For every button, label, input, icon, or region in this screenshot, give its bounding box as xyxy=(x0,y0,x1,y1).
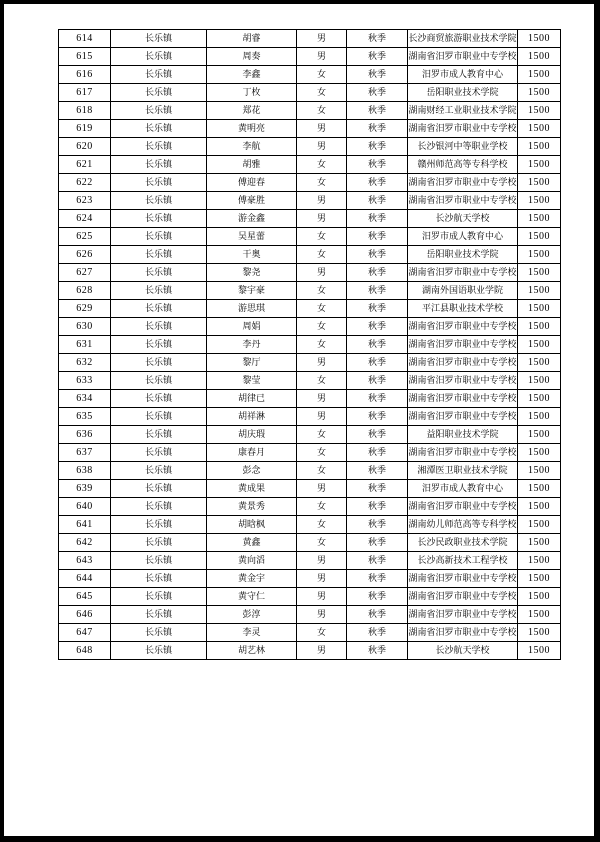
serial-cell: 639 xyxy=(59,480,111,498)
student-subsidy-table xyxy=(58,29,561,660)
amount-cell: 1500 xyxy=(518,336,561,354)
season-cell: 秋季 xyxy=(347,642,408,660)
school-cell: 湖南省汨罗市职业中专学校 xyxy=(408,192,518,210)
name-cell: 胡庆瑕 xyxy=(207,426,297,444)
season-cell: 秋季 xyxy=(347,606,408,624)
amount-cell: 1500 xyxy=(518,300,561,318)
amount-cell: 1500 xyxy=(518,318,561,336)
name-cell: 胡晗枫 xyxy=(207,516,297,534)
gender-cell: 女 xyxy=(297,318,347,336)
name-cell: 胡祥淋 xyxy=(207,408,297,426)
serial-cell: 628 xyxy=(59,282,111,300)
amount-cell: 1500 xyxy=(518,480,561,498)
amount-cell: 1500 xyxy=(518,372,561,390)
gender-cell: 男 xyxy=(297,390,347,408)
amount-cell: 1500 xyxy=(518,282,561,300)
season-cell: 秋季 xyxy=(347,570,408,588)
amount-cell: 1500 xyxy=(518,84,561,102)
serial-cell: 625 xyxy=(59,228,111,246)
school-cell: 湖南省汨罗市职业中专学校 xyxy=(408,444,518,462)
serial-cell: 646 xyxy=(59,606,111,624)
table-row xyxy=(59,138,561,156)
serial-cell: 623 xyxy=(59,192,111,210)
season-cell: 秋季 xyxy=(347,498,408,516)
school-cell: 湖南省汨罗市职业中专学校 xyxy=(408,408,518,426)
gender-cell: 女 xyxy=(297,534,347,552)
serial-cell: 616 xyxy=(59,66,111,84)
serial-cell: 637 xyxy=(59,444,111,462)
serial-cell: 614 xyxy=(59,30,111,48)
table-row xyxy=(59,30,561,48)
town-cell: 长乐镇 xyxy=(111,444,207,462)
serial-cell: 647 xyxy=(59,624,111,642)
name-cell: 黄景秀 xyxy=(207,498,297,516)
serial-cell: 626 xyxy=(59,246,111,264)
name-cell: 李灵 xyxy=(207,624,297,642)
gender-cell: 男 xyxy=(297,588,347,606)
season-cell: 秋季 xyxy=(347,48,408,66)
table-row xyxy=(59,246,561,264)
name-cell: 李鑫 xyxy=(207,66,297,84)
season-cell: 秋季 xyxy=(347,192,408,210)
season-cell: 秋季 xyxy=(347,300,408,318)
name-cell: 彭淳 xyxy=(207,606,297,624)
name-cell: 傅迎春 xyxy=(207,174,297,192)
town-cell: 长乐镇 xyxy=(111,30,207,48)
school-cell: 长沙银河中等职业学校 xyxy=(408,138,518,156)
table-row xyxy=(59,372,561,390)
gender-cell: 女 xyxy=(297,462,347,480)
serial-cell: 641 xyxy=(59,516,111,534)
amount-cell: 1500 xyxy=(518,642,561,660)
town-cell: 长乐镇 xyxy=(111,516,207,534)
table-row xyxy=(59,480,561,498)
table-row xyxy=(59,48,561,66)
season-cell: 秋季 xyxy=(347,138,408,156)
school-cell: 长沙民政职业技术学院 xyxy=(408,534,518,552)
school-cell: 湖南省汨罗市职业中专学校 xyxy=(408,354,518,372)
amount-cell: 1500 xyxy=(518,444,561,462)
name-cell: 黄金宇 xyxy=(207,570,297,588)
amount-cell: 1500 xyxy=(518,408,561,426)
table-row xyxy=(59,516,561,534)
season-cell: 秋季 xyxy=(347,120,408,138)
name-cell: 黄向滔 xyxy=(207,552,297,570)
town-cell: 长乐镇 xyxy=(111,174,207,192)
amount-cell: 1500 xyxy=(518,552,561,570)
school-cell: 湘潭医卫职业技术学院 xyxy=(408,462,518,480)
gender-cell: 男 xyxy=(297,354,347,372)
table-row xyxy=(59,624,561,642)
amount-cell: 1500 xyxy=(518,246,561,264)
gender-cell: 女 xyxy=(297,246,347,264)
table-row xyxy=(59,210,561,228)
school-cell: 岳阳职业技术学院 xyxy=(408,84,518,102)
serial-cell: 642 xyxy=(59,534,111,552)
town-cell: 长乐镇 xyxy=(111,426,207,444)
town-cell: 长乐镇 xyxy=(111,498,207,516)
town-cell: 长乐镇 xyxy=(111,372,207,390)
name-cell: 黎莹 xyxy=(207,372,297,390)
gender-cell: 女 xyxy=(297,498,347,516)
records-table-body xyxy=(59,30,561,660)
gender-cell: 女 xyxy=(297,336,347,354)
season-cell: 秋季 xyxy=(347,210,408,228)
season-cell: 秋季 xyxy=(347,264,408,282)
school-cell: 湖南省汨罗市职业中专学校 xyxy=(408,264,518,282)
serial-cell: 620 xyxy=(59,138,111,156)
town-cell: 长乐镇 xyxy=(111,552,207,570)
name-cell: 周奏 xyxy=(207,48,297,66)
town-cell: 长乐镇 xyxy=(111,48,207,66)
amount-cell: 1500 xyxy=(518,606,561,624)
serial-cell: 630 xyxy=(59,318,111,336)
school-cell: 湖南外国语职业学院 xyxy=(408,282,518,300)
school-cell: 湖南省汨罗市职业中专学校 xyxy=(408,318,518,336)
season-cell: 秋季 xyxy=(347,282,408,300)
serial-cell: 615 xyxy=(59,48,111,66)
season-cell: 秋季 xyxy=(347,426,408,444)
amount-cell: 1500 xyxy=(518,390,561,408)
table-row xyxy=(59,570,561,588)
serial-cell: 635 xyxy=(59,408,111,426)
town-cell: 长乐镇 xyxy=(111,120,207,138)
table-row xyxy=(59,336,561,354)
serial-cell: 632 xyxy=(59,354,111,372)
gender-cell: 女 xyxy=(297,300,347,318)
table-row xyxy=(59,120,561,138)
amount-cell: 1500 xyxy=(518,264,561,282)
serial-cell: 648 xyxy=(59,642,111,660)
name-cell: 李丹 xyxy=(207,336,297,354)
season-cell: 秋季 xyxy=(347,336,408,354)
gender-cell: 男 xyxy=(297,138,347,156)
amount-cell: 1500 xyxy=(518,210,561,228)
amount-cell: 1500 xyxy=(518,534,561,552)
school-cell: 平江县职业技术学校 xyxy=(408,300,518,318)
serial-cell: 618 xyxy=(59,102,111,120)
table-row xyxy=(59,444,561,462)
amount-cell: 1500 xyxy=(518,228,561,246)
table-row xyxy=(59,66,561,84)
town-cell: 长乐镇 xyxy=(111,318,207,336)
gender-cell: 女 xyxy=(297,84,347,102)
name-cell: 游思琪 xyxy=(207,300,297,318)
season-cell: 秋季 xyxy=(347,390,408,408)
table-row xyxy=(59,282,561,300)
name-cell: 康春月 xyxy=(207,444,297,462)
season-cell: 秋季 xyxy=(347,552,408,570)
gender-cell: 女 xyxy=(297,426,347,444)
serial-cell: 621 xyxy=(59,156,111,174)
season-cell: 秋季 xyxy=(347,480,408,498)
season-cell: 秋季 xyxy=(347,588,408,606)
gender-cell: 男 xyxy=(297,30,347,48)
amount-cell: 1500 xyxy=(518,120,561,138)
town-cell: 长乐镇 xyxy=(111,624,207,642)
name-cell: 黎宇豪 xyxy=(207,282,297,300)
name-cell: 周娟 xyxy=(207,318,297,336)
gender-cell: 男 xyxy=(297,408,347,426)
table-row xyxy=(59,300,561,318)
serial-cell: 636 xyxy=(59,426,111,444)
gender-cell: 男 xyxy=(297,552,347,570)
name-cell: 吴星蕾 xyxy=(207,228,297,246)
serial-cell: 633 xyxy=(59,372,111,390)
gender-cell: 男 xyxy=(297,570,347,588)
season-cell: 秋季 xyxy=(347,318,408,336)
gender-cell: 女 xyxy=(297,444,347,462)
school-cell: 湖南省汨罗市职业中专学校 xyxy=(408,588,518,606)
season-cell: 秋季 xyxy=(347,372,408,390)
table-row xyxy=(59,102,561,120)
town-cell: 长乐镇 xyxy=(111,228,207,246)
season-cell: 秋季 xyxy=(347,516,408,534)
table-row xyxy=(59,318,561,336)
table-row xyxy=(59,228,561,246)
serial-cell: 624 xyxy=(59,210,111,228)
school-cell: 汨罗市成人教育中心 xyxy=(408,66,518,84)
amount-cell: 1500 xyxy=(518,156,561,174)
name-cell: 胡艺林 xyxy=(207,642,297,660)
amount-cell: 1500 xyxy=(518,588,561,606)
name-cell: 丁枚 xyxy=(207,84,297,102)
gender-cell: 男 xyxy=(297,210,347,228)
name-cell: 胡雅 xyxy=(207,156,297,174)
school-cell: 湖南财经工业职业技术学院 xyxy=(408,102,518,120)
gender-cell: 男 xyxy=(297,192,347,210)
gender-cell: 女 xyxy=(297,228,347,246)
gender-cell: 男 xyxy=(297,606,347,624)
season-cell: 秋季 xyxy=(347,534,408,552)
school-cell: 汨罗市成人教育中心 xyxy=(408,228,518,246)
name-cell: 黎尧 xyxy=(207,264,297,282)
town-cell: 长乐镇 xyxy=(111,84,207,102)
season-cell: 秋季 xyxy=(347,84,408,102)
gender-cell: 女 xyxy=(297,156,347,174)
amount-cell: 1500 xyxy=(518,498,561,516)
table-row xyxy=(59,264,561,282)
town-cell: 长乐镇 xyxy=(111,264,207,282)
town-cell: 长乐镇 xyxy=(111,534,207,552)
table-row xyxy=(59,534,561,552)
name-cell: 胡律已 xyxy=(207,390,297,408)
amount-cell: 1500 xyxy=(518,48,561,66)
school-cell: 长沙航天学校 xyxy=(408,210,518,228)
town-cell: 长乐镇 xyxy=(111,66,207,84)
gender-cell: 男 xyxy=(297,264,347,282)
school-cell: 湖南省汨罗市职业中专学校 xyxy=(408,606,518,624)
town-cell: 长乐镇 xyxy=(111,282,207,300)
season-cell: 秋季 xyxy=(347,66,408,84)
town-cell: 长乐镇 xyxy=(111,570,207,588)
table-row xyxy=(59,498,561,516)
town-cell: 长乐镇 xyxy=(111,102,207,120)
town-cell: 长乐镇 xyxy=(111,462,207,480)
town-cell: 长乐镇 xyxy=(111,210,207,228)
serial-cell: 631 xyxy=(59,336,111,354)
name-cell: 彭念 xyxy=(207,462,297,480)
amount-cell: 1500 xyxy=(518,462,561,480)
name-cell: 黄成果 xyxy=(207,480,297,498)
name-cell: 黄鑫 xyxy=(207,534,297,552)
season-cell: 秋季 xyxy=(347,444,408,462)
town-cell: 长乐镇 xyxy=(111,390,207,408)
school-cell: 湖南省汨罗市职业中专学校 xyxy=(408,390,518,408)
name-cell: 游金鑫 xyxy=(207,210,297,228)
name-cell: 黎厅 xyxy=(207,354,297,372)
school-cell: 湖南省汨罗市职业中专学校 xyxy=(408,498,518,516)
name-cell: 傅豪胜 xyxy=(207,192,297,210)
serial-cell: 643 xyxy=(59,552,111,570)
town-cell: 长乐镇 xyxy=(111,300,207,318)
table-row xyxy=(59,606,561,624)
table-row xyxy=(59,156,561,174)
serial-cell: 640 xyxy=(59,498,111,516)
table-row xyxy=(59,192,561,210)
table-row xyxy=(59,390,561,408)
town-cell: 长乐镇 xyxy=(111,138,207,156)
gender-cell: 女 xyxy=(297,282,347,300)
season-cell: 秋季 xyxy=(347,228,408,246)
season-cell: 秋季 xyxy=(347,462,408,480)
serial-cell: 617 xyxy=(59,84,111,102)
table-row xyxy=(59,354,561,372)
school-cell: 长沙航天学校 xyxy=(408,642,518,660)
amount-cell: 1500 xyxy=(518,624,561,642)
name-cell: 胡睿 xyxy=(207,30,297,48)
amount-cell: 1500 xyxy=(518,516,561,534)
school-cell: 赣州师范高等专科学校 xyxy=(408,156,518,174)
season-cell: 秋季 xyxy=(347,624,408,642)
gender-cell: 男 xyxy=(297,480,347,498)
amount-cell: 1500 xyxy=(518,354,561,372)
gender-cell: 男 xyxy=(297,642,347,660)
town-cell: 长乐镇 xyxy=(111,642,207,660)
season-cell: 秋季 xyxy=(347,30,408,48)
amount-cell: 1500 xyxy=(518,102,561,120)
school-cell: 湖南省汨罗市职业中专学校 xyxy=(408,48,518,66)
school-cell: 湖南省汨罗市职业中专学校 xyxy=(408,372,518,390)
gender-cell: 男 xyxy=(297,48,347,66)
amount-cell: 1500 xyxy=(518,138,561,156)
town-cell: 长乐镇 xyxy=(111,408,207,426)
amount-cell: 1500 xyxy=(518,570,561,588)
table-row xyxy=(59,174,561,192)
school-cell: 湖南省汨罗市职业中专学校 xyxy=(408,336,518,354)
school-cell: 湖南省汨罗市职业中专学校 xyxy=(408,570,518,588)
town-cell: 长乐镇 xyxy=(111,336,207,354)
school-cell: 湖南幼儿师范高等专科学校 xyxy=(408,516,518,534)
gender-cell: 女 xyxy=(297,66,347,84)
school-cell: 岳阳职业技术学院 xyxy=(408,246,518,264)
season-cell: 秋季 xyxy=(347,408,408,426)
amount-cell: 1500 xyxy=(518,192,561,210)
town-cell: 长乐镇 xyxy=(111,246,207,264)
serial-cell: 634 xyxy=(59,390,111,408)
serial-cell: 638 xyxy=(59,462,111,480)
serial-cell: 644 xyxy=(59,570,111,588)
season-cell: 秋季 xyxy=(347,354,408,372)
gender-cell: 女 xyxy=(297,624,347,642)
name-cell: 郑花 xyxy=(207,102,297,120)
season-cell: 秋季 xyxy=(347,156,408,174)
gender-cell: 男 xyxy=(297,120,347,138)
town-cell: 长乐镇 xyxy=(111,480,207,498)
table-row xyxy=(59,426,561,444)
gender-cell: 女 xyxy=(297,102,347,120)
serial-cell: 622 xyxy=(59,174,111,192)
table-row xyxy=(59,462,561,480)
serial-cell: 619 xyxy=(59,120,111,138)
gender-cell: 女 xyxy=(297,372,347,390)
table-row xyxy=(59,84,561,102)
school-cell: 长沙商贸旅游职业技术学院 xyxy=(408,30,518,48)
town-cell: 长乐镇 xyxy=(111,588,207,606)
amount-cell: 1500 xyxy=(518,426,561,444)
amount-cell: 1500 xyxy=(518,174,561,192)
season-cell: 秋季 xyxy=(347,174,408,192)
name-cell: 干奥 xyxy=(207,246,297,264)
school-cell: 湖南省汨罗市职业中专学校 xyxy=(408,174,518,192)
town-cell: 长乐镇 xyxy=(111,354,207,372)
table-row xyxy=(59,552,561,570)
town-cell: 长乐镇 xyxy=(111,606,207,624)
town-cell: 长乐镇 xyxy=(111,192,207,210)
school-cell: 长沙高新技术工程学校 xyxy=(408,552,518,570)
serial-cell: 627 xyxy=(59,264,111,282)
serial-cell: 629 xyxy=(59,300,111,318)
school-cell: 益阳职业技术学院 xyxy=(408,426,518,444)
season-cell: 秋季 xyxy=(347,246,408,264)
season-cell: 秋季 xyxy=(347,102,408,120)
name-cell: 黄守仁 xyxy=(207,588,297,606)
school-cell: 湖南省汨罗市职业中专学校 xyxy=(408,120,518,138)
school-cell: 汨罗市成人教育中心 xyxy=(408,480,518,498)
town-cell: 长乐镇 xyxy=(111,156,207,174)
school-cell: 湖南省汨罗市职业中专学校 xyxy=(408,624,518,642)
serial-cell: 645 xyxy=(59,588,111,606)
gender-cell: 女 xyxy=(297,516,347,534)
name-cell: 黄明亮 xyxy=(207,120,297,138)
table-row xyxy=(59,588,561,606)
amount-cell: 1500 xyxy=(518,66,561,84)
gender-cell: 女 xyxy=(297,174,347,192)
name-cell: 李航 xyxy=(207,138,297,156)
table-row xyxy=(59,408,561,426)
amount-cell: 1500 xyxy=(518,30,561,48)
table-row xyxy=(59,642,561,660)
